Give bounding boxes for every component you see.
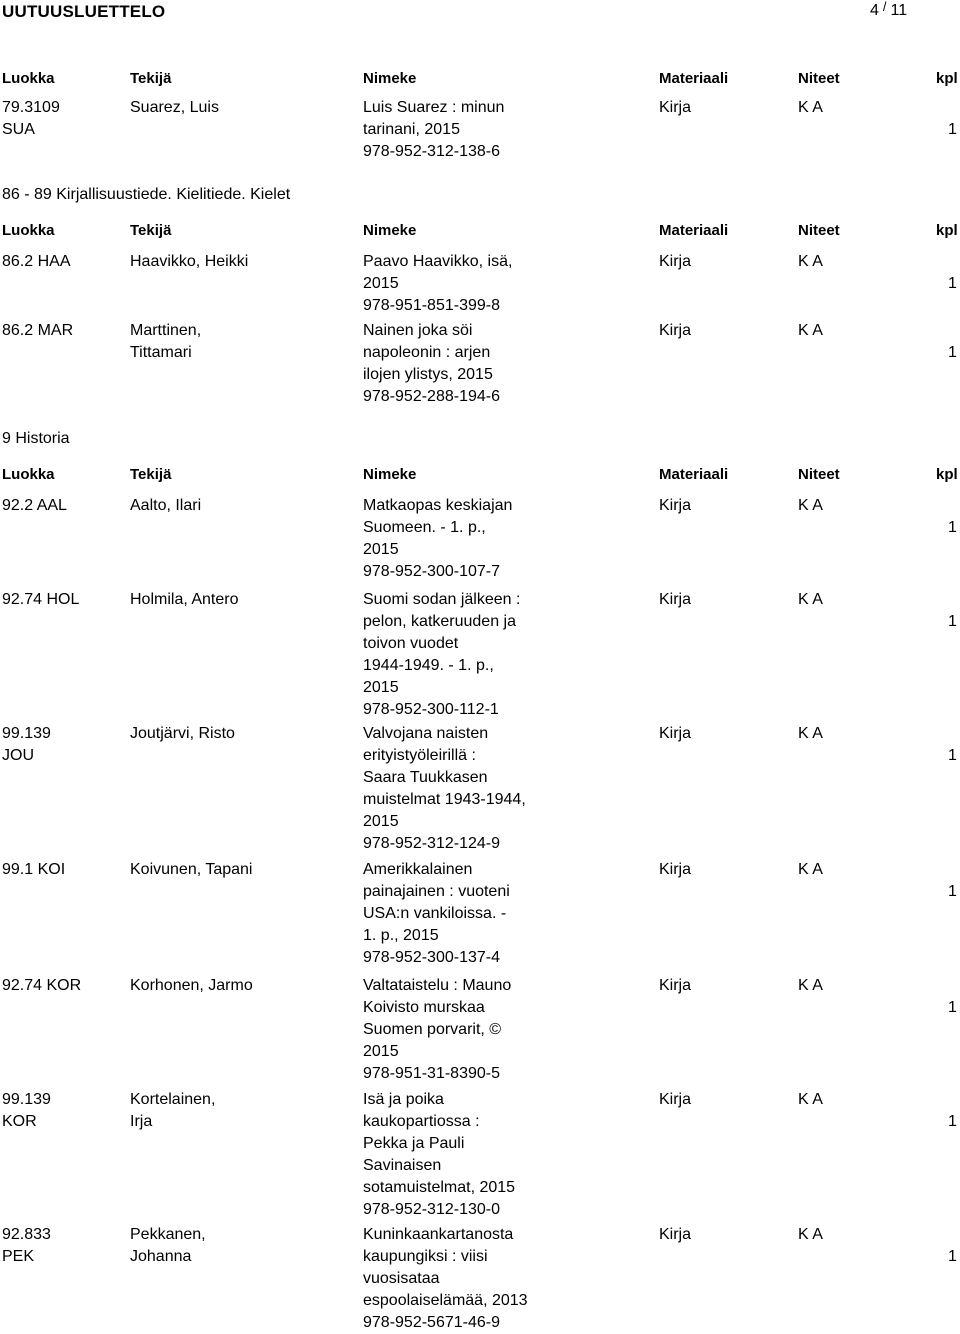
author	[130, 975, 355, 997]
table-header	[0, 466, 960, 486]
author-line: Tittamari	[130, 344, 192, 361]
call-number	[2, 251, 122, 273]
title-info-line: Pekka ja Pauli	[363, 1135, 465, 1152]
notes: K A	[798, 253, 823, 270]
header-notes: Niteet	[798, 222, 840, 239]
author-line: Pekkanen,	[130, 1226, 206, 1243]
title-info-line: Isä ja poika	[363, 1091, 444, 1108]
title-info-line: 2015	[363, 275, 399, 292]
header-material: Materiaali	[659, 222, 729, 239]
call-number-line: PEK	[2, 1248, 35, 1265]
call-number-line: SUA	[2, 121, 35, 138]
title-info	[363, 97, 538, 163]
material: Kirja	[659, 322, 692, 339]
title-info-line: Saara Tuukkasen	[363, 769, 488, 786]
header-count: kpl	[936, 222, 958, 239]
title-info	[363, 320, 538, 408]
title-info	[363, 251, 538, 317]
title-info	[363, 1089, 538, 1221]
author-line: Korhonen, Jarmo	[130, 977, 253, 994]
title-info	[363, 1224, 538, 1334]
title-info-line: tarinani, 2015	[363, 121, 460, 138]
title-info-line: 2015	[363, 679, 399, 696]
call-number-line: 92.74 HOL	[2, 591, 80, 608]
title-info-line: 2015	[363, 1043, 399, 1060]
author	[130, 859, 355, 881]
page-current: 4	[870, 2, 879, 19]
page-total: 11	[890, 2, 908, 19]
author-line: Koivunen, Tapani	[130, 861, 253, 878]
author-line: Suarez, Luis	[130, 99, 219, 116]
title-info-line: 978-952-300-107-7	[363, 563, 500, 580]
title-info-line: 978-952-300-112-1	[363, 701, 499, 718]
call-number	[2, 495, 122, 517]
title-info	[363, 975, 538, 1085]
call-number-line: KOR	[2, 1113, 37, 1130]
title-info-line: Nainen joka söi	[363, 322, 473, 339]
title-info-line: 978-952-312-124-9	[363, 835, 500, 852]
title-info-line: 1944-1949. - 1. p.,	[363, 657, 494, 674]
title-info-line: toivon vuodet	[363, 635, 459, 652]
copy-count: 1	[948, 1248, 957, 1265]
header-author: Tekijä	[130, 70, 172, 87]
notes: K A	[798, 497, 823, 514]
call-number	[2, 589, 122, 611]
title-info-line: Suomi sodan jälkeen :	[363, 591, 521, 608]
title-info-line: Savinaisen	[363, 1157, 442, 1174]
material: Kirja	[659, 253, 692, 270]
notes: K A	[798, 977, 823, 994]
copy-count: 1	[948, 519, 957, 536]
author	[130, 251, 355, 273]
call-number-line: 92.2 AAL	[2, 497, 67, 514]
section-title: 9 Historia	[2, 430, 70, 447]
title-info-line: USA:n vankiloissa. -	[363, 905, 507, 922]
notes: K A	[798, 591, 823, 608]
call-number-line: 99.139	[2, 1091, 51, 1108]
author-line: Johanna	[130, 1248, 192, 1265]
material: Kirja	[659, 99, 692, 116]
author-line: Aalto, Ilari	[130, 497, 202, 514]
title-info-line: Valtataistelu : Mauno	[363, 977, 512, 994]
title-info-line: pelon, katkeruuden ja	[363, 613, 516, 630]
author-line: Irja	[130, 1113, 153, 1130]
header-count: kpl	[936, 70, 958, 87]
author	[130, 1224, 355, 1268]
title-info-line: 978-952-312-130-0	[363, 1201, 500, 1218]
title-info-line: Valvojana naisten	[363, 725, 489, 742]
title-info	[363, 495, 538, 583]
header-count: kpl	[936, 466, 958, 483]
header-author: Tekijä	[130, 466, 172, 483]
title-info-line: kaukopartiossa :	[363, 1113, 480, 1130]
notes: K A	[798, 725, 823, 742]
call-number	[2, 723, 122, 767]
copy-count: 1	[948, 1113, 957, 1130]
call-number	[2, 1224, 122, 1268]
title-info-line: napoleonin : arjen	[363, 344, 491, 361]
material: Kirja	[659, 861, 692, 878]
title-info-line: muistelmat 1943-1944,	[363, 791, 526, 808]
header-material: Materiaali	[659, 466, 729, 483]
notes: K A	[798, 99, 823, 116]
header-notes: Niteet	[798, 466, 840, 483]
call-number	[2, 859, 122, 881]
title-info-line: 978-952-5671-46-9	[363, 1314, 500, 1331]
author-line: Kortelainen,	[130, 1091, 216, 1108]
header-title: Nimeke	[363, 466, 417, 483]
call-number-line: 86.2 MAR	[2, 322, 74, 339]
author-line: Holmila, Antero	[130, 591, 239, 608]
title-info-line: espoolaiselämää, 2013	[363, 1292, 528, 1309]
author-line: Marttinen,	[130, 322, 202, 339]
material: Kirja	[659, 497, 692, 514]
call-number-line: 92.74 KOR	[2, 977, 82, 994]
author	[130, 1089, 355, 1133]
title-info-line: 978-952-300-137-4	[363, 949, 500, 966]
title-info-line: 978-951-31-8390-5	[363, 1065, 500, 1082]
title-info-line: 2015	[363, 813, 399, 830]
section-title: 86 - 89 Kirjallisuustiede. Kielitiede. Kielet	[2, 186, 291, 203]
title-info-line: erityistyöleirillä :	[363, 747, 476, 764]
author-line: Haavikko, Heikki	[130, 253, 249, 270]
author	[130, 723, 355, 745]
author	[130, 495, 355, 517]
copy-count: 1	[948, 999, 957, 1016]
call-number-line: 79.3109	[2, 99, 60, 116]
notes: K A	[798, 861, 823, 878]
title-info-line: 978-951-851-399-8	[363, 297, 500, 314]
call-number-line: 86.2 HAA	[2, 253, 71, 270]
title-info-line: Amerikkalainen	[363, 861, 473, 878]
header-material: Materiaali	[659, 70, 729, 87]
title-info-line: vuosisataa	[363, 1270, 440, 1287]
author	[130, 320, 355, 364]
title-info	[363, 859, 538, 969]
material: Kirja	[659, 1226, 692, 1243]
table-header	[0, 70, 960, 90]
call-number	[2, 975, 122, 997]
call-number	[2, 320, 122, 342]
material: Kirja	[659, 1091, 692, 1108]
author	[130, 589, 355, 611]
title-info-line: 2015	[363, 541, 399, 558]
page-title: UUTUUSLUETTELO	[2, 2, 166, 21]
notes: K A	[798, 1091, 823, 1108]
material: Kirja	[659, 977, 692, 994]
call-number	[2, 1089, 122, 1133]
author-line: Joutjärvi, Risto	[130, 725, 235, 742]
title-info-line: Kuninkaankartanosta	[363, 1226, 514, 1243]
header-title: Nimeke	[363, 222, 417, 239]
copy-count: 1	[948, 883, 957, 900]
title-info-line: Koivisto murskaa	[363, 999, 485, 1016]
page-number	[870, 2, 907, 20]
title-info	[363, 723, 538, 855]
call-number-line: 99.1 KOI	[2, 861, 66, 878]
header-class: Luokka	[2, 222, 55, 239]
copy-count: 1	[948, 275, 957, 292]
copy-count: 1	[948, 344, 957, 361]
material: Kirja	[659, 591, 692, 608]
call-number-line: 92.833	[2, 1226, 51, 1243]
call-number	[2, 97, 122, 141]
title-info-line: Suomen porvarit, ©	[363, 1021, 502, 1038]
notes: K A	[798, 1226, 823, 1243]
call-number-line: JOU	[2, 747, 34, 764]
title-info-line: 978-952-288-194-6	[363, 388, 500, 405]
title-info-line: 1. p., 2015	[363, 927, 439, 944]
title-info-line: Paavo Haavikko, isä,	[363, 253, 513, 270]
header-author: Tekijä	[130, 222, 172, 239]
page-separator: /	[882, 0, 887, 14]
title-info-line: kaupungiksi : viisi	[363, 1248, 488, 1265]
copy-count: 1	[948, 121, 957, 138]
call-number-line: 99.139	[2, 725, 51, 742]
copy-count: 1	[948, 747, 957, 764]
notes: K A	[798, 322, 823, 339]
title-info-line: 978-952-312-138-6	[363, 143, 500, 160]
title-info-line: Luis Suarez : minun	[363, 99, 505, 116]
title-info-line: painajainen : vuoteni	[363, 883, 510, 900]
copy-count: 1	[948, 613, 957, 630]
header-title: Nimeke	[363, 70, 417, 87]
title-info-line: Suomeen. - 1. p.,	[363, 519, 486, 536]
material: Kirja	[659, 725, 692, 742]
title-info-line: Matkaopas keskiajan	[363, 497, 513, 514]
title-info	[363, 589, 538, 721]
header-class: Luokka	[2, 466, 55, 483]
title-info-line: ilojen ylistys, 2015	[363, 366, 493, 383]
header-notes: Niteet	[798, 70, 840, 87]
title-info-line: sotamuistelmat, 2015	[363, 1179, 516, 1196]
header-class: Luokka	[2, 70, 55, 87]
author	[130, 97, 355, 119]
table-header	[0, 222, 960, 242]
